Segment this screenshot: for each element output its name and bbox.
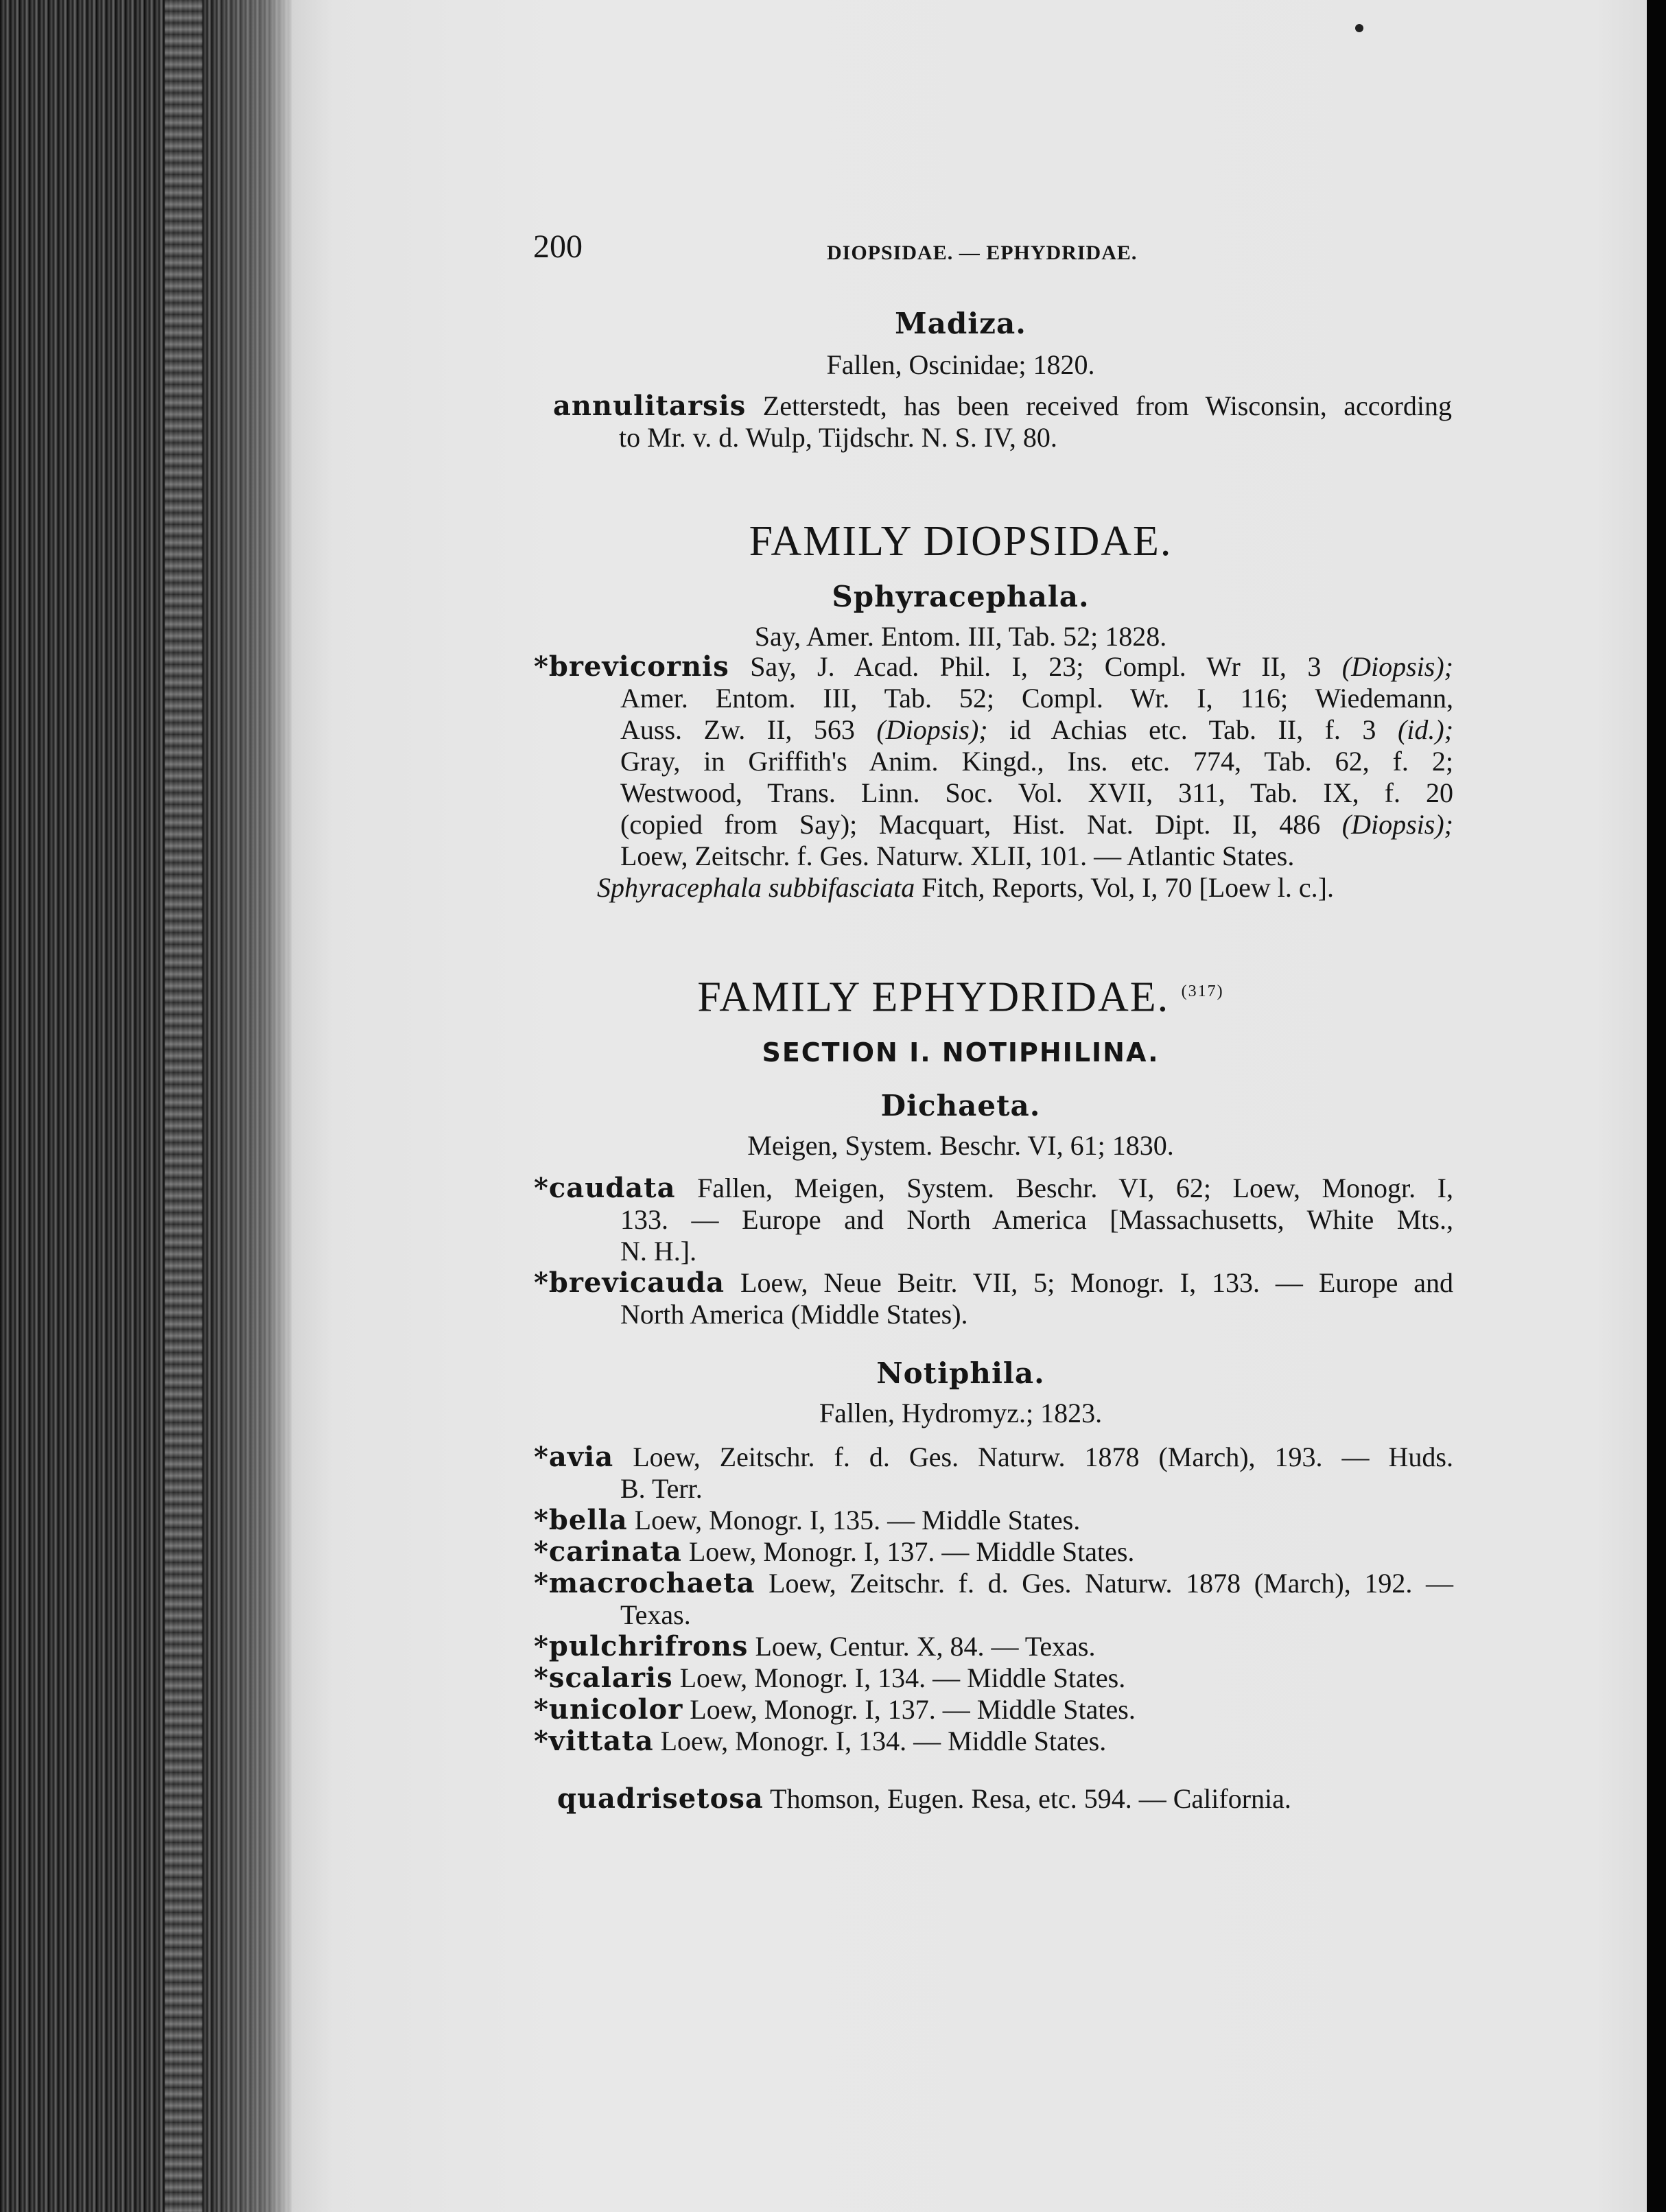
synonym-name: Sphyracephala subbifasciata	[597, 872, 915, 903]
species-name: *caudata	[534, 1172, 676, 1204]
citation-line: Auss. Zw. II, 563 (Diopsis); id Achias etc. Tab. II, f. 3 (id.);	[620, 714, 1454, 745]
citation-line: Westwood, Trans. Linn. Soc. Vol. XVII, 311, Tab. IX, f. 20	[620, 777, 1453, 808]
species-entry-caudata: *caudata Fallen, Meigen, System. Beschr. VI, 62; Loew, Monogr. I,	[534, 1172, 1453, 1204]
citation-line: (copied from Say); Macquart, Hist. Nat. Dipt. II, 486 (Diopsis);	[620, 809, 1453, 840]
citation-line: N. H.].	[620, 1236, 697, 1267]
species-citation: Zetterstedt, has been received from Wisconsin, according	[746, 390, 1452, 421]
citation-line: Gray, in Griffith's Anim. Kingd., Ins. etc. 774, Tab. 62, f. 2;	[620, 746, 1453, 777]
scan-right-edge	[1647, 0, 1666, 2212]
genus-heading-notiphila: Notiphila.	[876, 1356, 1045, 1390]
species-name: *brevicauda	[534, 1267, 725, 1299]
species-entry-quadrisetosa: quadrisetosa Thomson, Eugen. Resa, etc. 594. — California.	[557, 1782, 1291, 1815]
species-entry-unicolor: *unicolor Loew, Monogr. I, 137. — Middle States.	[534, 1693, 1136, 1726]
book-binding-gutter	[0, 0, 292, 2212]
citation-line: 133. — Europe and North America [Massachusetts, White Mts.,	[620, 1204, 1453, 1235]
genus-authority: Fallen, Hydromyz.; 1823.	[819, 1398, 1103, 1428]
species-entry-avia: *avia Loew, Zeitschr. f. d. Ges. Naturw. 1878 (March), 193. — Huds.	[534, 1441, 1453, 1473]
citation-line: Loew, Zeitschr. f. Ges. Naturw. XLII, 101. — Atlantic States.	[620, 840, 1295, 871]
species-entry	[553, 390, 1452, 423]
genus-heading-sphyracephala: Sphyracephala.	[832, 580, 1090, 613]
species-name: quadrisetosa	[557, 1782, 764, 1815]
species-entry-macrochaeta: *macrochaeta Loew, Zeitschr. f. d. Ges. Naturw. 1878 (March), 192. —	[534, 1567, 1453, 1599]
species-entry-brevicornis: *brevicornis Say, J. Acad. Phil. I, 23; Compl. Wr II, 3 (Diopsis);	[534, 650, 1453, 683]
page-number: 200	[533, 228, 583, 265]
species-name: annulitarsis	[553, 390, 747, 422]
species-name: *avia	[534, 1441, 614, 1473]
family-heading-ephydridae: FAMILY EPHYDRIDAE. $^{(317)}$	[697, 974, 1224, 1021]
species-entry-brevicauda: *brevicauda Loew, Neue Beitr. VII, 5; Monogr. I, 133. — Europe and	[534, 1267, 1453, 1299]
running-title: DIOPSIDAE. — EPHYDRIDAE.	[827, 242, 1138, 264]
species-name: *unicolor	[534, 1693, 683, 1726]
ink-speck	[1355, 24, 1363, 32]
species-name: *macrochaeta	[534, 1567, 755, 1599]
species-name: *bella	[534, 1504, 628, 1536]
species-name: *pulchrifrons	[534, 1630, 749, 1662]
species-name: *vittata	[534, 1725, 654, 1757]
species-entry-scalaris: *scalaris Loew, Monogr. I, 134. — Middle States.	[534, 1662, 1126, 1694]
species-name: *scalaris	[534, 1662, 673, 1694]
citation-line: Amer. Entom. III, Tab. 52; Compl. Wr. I, 116; Wiedemann,	[620, 683, 1453, 714]
genus-authority: Meigen, System. Beschr. VI, 61; 1830.	[747, 1130, 1174, 1161]
family-heading-diopsidae: FAMILY DIOPSIDAE.	[749, 518, 1173, 565]
genus-authority: Say, Amer. Entom. III, Tab. 52; 1828.	[754, 621, 1167, 652]
species-entry-vittata: *vittata Loew, Monogr. I, 134. — Middle States.	[534, 1725, 1107, 1757]
genus-authority: Fallen, Oscinidae; 1820.	[826, 349, 1095, 380]
species-name: *brevicornis	[534, 650, 729, 683]
section-heading: SECTION I. NOTIPHILINA.	[762, 1037, 1160, 1068]
genus-heading-dichaeta: Dichaeta.	[880, 1089, 1041, 1122]
species-name: *carinata	[534, 1536, 682, 1568]
species-entry-carinata: *carinata Loew, Monogr. I, 137. — Middle States.	[534, 1536, 1135, 1568]
citation-line: Texas.	[620, 1599, 691, 1630]
species-entry-bella: *bella Loew, Monogr. I, 135. — Middle States.	[534, 1504, 1081, 1536]
genus-heading-madiza: Madiza.	[895, 307, 1026, 340]
species-citation-cont: to Mr. v. d. Wulp, Tijdschr. N. S. IV, 80.	[619, 422, 1057, 453]
citation-line: B. Terr.	[620, 1473, 703, 1504]
species-entry-pulchrifrons: *pulchrifrons Loew, Centur. X, 84. — Texas.	[534, 1630, 1096, 1662]
footnote-reference: (317)	[1181, 983, 1224, 1000]
synonym-line: Sphyracephala subbifasciata Fitch, Reports, Vol, I, 70 [Loew l. c.].	[597, 872, 1334, 903]
citation-line: North America (Middle States).	[620, 1299, 968, 1330]
